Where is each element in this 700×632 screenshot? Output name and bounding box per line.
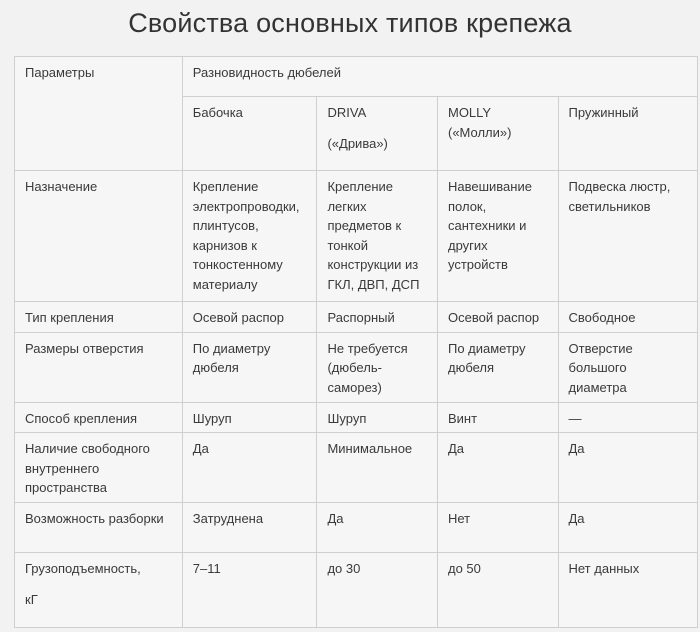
value-cell: Да — [558, 502, 698, 552]
value-cell: Навешивание полок, сантехники и других устройств — [437, 171, 558, 302]
value-cell: до 50 — [437, 552, 558, 627]
value-cell: По диаметру дюбеля — [437, 332, 558, 402]
param-cell: Возможность разборки — [15, 502, 183, 552]
value-cell: Затруднена — [182, 502, 317, 552]
value-cell: Нет данных — [558, 552, 698, 627]
param-cell — [15, 552, 183, 627]
value-cell: Подвеска люстр, светильников — [558, 171, 698, 302]
value-cell: Да — [437, 433, 558, 503]
value-cell: Осевой распор — [437, 302, 558, 333]
fastener-properties-table — [14, 56, 698, 628]
type-name: MOLLY — [447, 105, 492, 120]
table-row — [15, 502, 698, 552]
value-cell: Минимальное — [317, 433, 438, 503]
group-header-label: Разновидность дюбелей — [192, 65, 341, 80]
value-cell: Нет — [437, 502, 558, 552]
value-cell: 7–11 — [182, 552, 317, 627]
value-cell: до 30 — [317, 552, 438, 627]
param-cell: Наличие свободного внутреннего пространства — [15, 433, 183, 503]
fastener-properties-table-wrapper — [14, 56, 698, 628]
param-cell: Тип крепления — [15, 302, 183, 333]
page-title: Свойства основных типов крепежа — [128, 8, 572, 38]
table-row — [15, 433, 698, 503]
type-header-cell — [558, 97, 698, 171]
value-cell: Крепление легких предметов к тонкой конструкции из ГКЛ, ДВП, ДСП — [317, 171, 438, 302]
type-header-cell — [437, 97, 558, 171]
param-unit: кГ — [25, 592, 38, 607]
table-row — [15, 171, 698, 302]
type-alias: («Молли») — [447, 124, 512, 140]
value-cell: Да — [182, 433, 317, 503]
value-cell: Винт — [437, 402, 558, 433]
param-cell: Способ крепления — [15, 402, 183, 433]
value-cell: Да — [558, 433, 698, 503]
value-cell: По диаметру дюбеля — [182, 332, 317, 402]
value-cell: Да — [317, 502, 438, 552]
type-header-cell — [317, 97, 438, 171]
value-cell: Крепление электропроводки, плинтусов, карнизов к тонкостенному материалу — [182, 171, 317, 302]
param-label: Грузоподъемность, — [25, 560, 141, 576]
value-cell: Шуруп — [317, 402, 438, 433]
type-alias: («Дрива») — [327, 135, 388, 151]
value-cell: Не требуется (дюбель-саморез) — [317, 332, 438, 402]
value-cell: Свободное — [558, 302, 698, 333]
type-name: DRIVA — [327, 105, 367, 120]
value-cell: Отверстие большого диаметра — [558, 332, 698, 402]
table-row — [15, 402, 698, 433]
value-cell: Осевой распор — [182, 302, 317, 333]
param-column-header — [15, 57, 183, 171]
param-cell: Размеры отверстия — [15, 332, 183, 402]
table-row — [15, 552, 698, 627]
param-cell: Назначение — [15, 171, 183, 302]
param-header-label: Параметры — [25, 65, 95, 80]
value-cell: Шуруп — [182, 402, 317, 433]
type-name: Пружинный — [568, 105, 639, 120]
table-header-row — [15, 57, 698, 97]
table-row — [15, 332, 698, 402]
value-cell: — — [558, 402, 698, 433]
value-cell: Распорный — [317, 302, 438, 333]
type-header-cell — [182, 97, 317, 171]
table-row — [15, 302, 698, 333]
group-column-header — [182, 57, 697, 97]
type-name: Бабочка — [192, 105, 243, 120]
